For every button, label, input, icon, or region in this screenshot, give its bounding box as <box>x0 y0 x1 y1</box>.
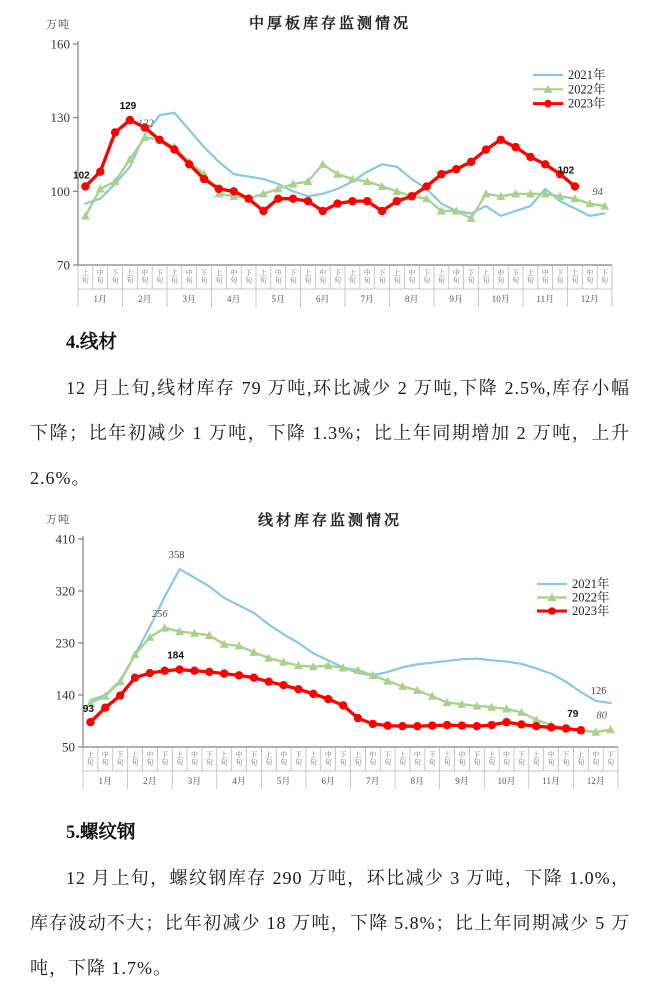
svg-text:93: 93 <box>82 704 94 716</box>
svg-text:中旬: 中旬 <box>503 751 511 767</box>
svg-text:9月: 9月 <box>449 294 464 304</box>
svg-text:下旬: 下旬 <box>556 269 564 285</box>
svg-text:102: 102 <box>557 165 575 177</box>
svg-text:100: 100 <box>50 183 70 199</box>
svg-text:下旬: 下旬 <box>339 751 347 767</box>
svg-text:下旬: 下旬 <box>294 751 302 767</box>
svg-text:下旬: 下旬 <box>562 751 570 767</box>
svg-text:12月: 12月 <box>580 294 599 304</box>
svg-text:下旬: 下旬 <box>161 751 169 767</box>
svg-text:中旬: 中旬 <box>592 751 600 767</box>
svg-text:122: 122 <box>137 118 154 130</box>
svg-text:上旬: 上旬 <box>348 269 356 285</box>
svg-text:2月: 2月 <box>143 776 157 786</box>
svg-text:230: 230 <box>55 635 75 651</box>
y-axis-unit-label: 万吨 <box>46 514 70 526</box>
svg-text:184: 184 <box>167 650 184 662</box>
section-paragraph-rebar: 12 月上旬，螺纹钢库存 290 万吨，环比减少 3 万吨，下降 1.0%，库存波动不大；比年初减少 18 万吨，下降 5.8%；比上年同期减少 5 万吨，下降 1.7%。 <box>30 868 630 978</box>
svg-text:102: 102 <box>73 170 90 182</box>
svg-text:中旬: 中旬 <box>452 269 460 285</box>
svg-text:358: 358 <box>168 550 185 562</box>
svg-text:中旬: 中旬 <box>274 269 282 285</box>
line-chart-wire-rod <box>0 501 660 796</box>
section-paragraph-wire-rod: 12 月上旬,线材库存 79 万吨,环比减少 2 万吨,下降 2.5%,库存小幅下降；比年初减少 1 万吨，下降 1.3%；比上年同期增加 2 万吨，上升 2.6%。 <box>30 378 630 488</box>
svg-text:中旬: 中旬 <box>235 751 243 767</box>
section-wire-rod <box>30 328 630 501</box>
svg-text:70: 70 <box>57 257 70 273</box>
svg-text:上旬: 上旬 <box>571 269 579 285</box>
svg-text:1月: 1月 <box>93 294 108 304</box>
svg-text:上旬: 上旬 <box>220 751 228 767</box>
svg-text:160: 160 <box>50 36 70 52</box>
svg-text:上旬: 上旬 <box>532 751 540 767</box>
svg-text:下旬: 下旬 <box>200 269 208 285</box>
svg-text:中旬: 中旬 <box>96 269 104 285</box>
svg-text:下旬: 下旬 <box>512 269 520 285</box>
svg-text:8月: 8月 <box>404 294 419 304</box>
svg-text:2021年: 2021年 <box>572 577 610 591</box>
svg-text:6月: 6月 <box>315 294 330 304</box>
svg-text:下旬: 下旬 <box>473 751 481 767</box>
svg-text:下旬: 下旬 <box>428 751 436 767</box>
svg-text:50: 50 <box>62 739 75 755</box>
svg-text:中旬: 中旬 <box>319 269 327 285</box>
svg-text:上旬: 上旬 <box>526 269 534 285</box>
svg-text:下旬: 下旬 <box>607 751 615 767</box>
svg-text:10月: 10月 <box>497 776 516 786</box>
svg-text:上旬: 上旬 <box>81 269 89 285</box>
svg-text:中旬: 中旬 <box>190 751 198 767</box>
svg-text:下旬: 下旬 <box>601 269 609 285</box>
svg-text:中旬: 中旬 <box>586 269 594 285</box>
svg-text:256: 256 <box>151 608 168 620</box>
svg-text:上旬: 上旬 <box>176 751 184 767</box>
chart-title-medium-plate: 中厚板库存监测情况 <box>248 16 411 32</box>
svg-text:8月: 8月 <box>410 776 425 786</box>
svg-text:下旬: 下旬 <box>245 269 253 285</box>
svg-text:中旬: 中旬 <box>458 751 466 767</box>
svg-text:中旬: 中旬 <box>541 269 549 285</box>
svg-text:下旬: 下旬 <box>205 751 213 767</box>
svg-text:3月: 3月 <box>187 776 202 786</box>
svg-text:中旬: 中旬 <box>146 751 154 767</box>
svg-text:140: 140 <box>55 687 75 703</box>
svg-text:410: 410 <box>55 531 75 547</box>
svg-text:7月: 7月 <box>366 776 380 786</box>
svg-text:中旬: 中旬 <box>324 751 332 767</box>
svg-text:上旬: 上旬 <box>309 751 317 767</box>
svg-text:上旬: 上旬 <box>577 751 585 767</box>
svg-text:上旬: 上旬 <box>170 269 178 285</box>
svg-text:下旬: 下旬 <box>517 751 525 767</box>
svg-text:94: 94 <box>592 187 603 199</box>
svg-text:下旬: 下旬 <box>250 751 258 767</box>
svg-text:下旬: 下旬 <box>116 751 124 767</box>
svg-text:中旬: 中旬 <box>369 751 377 767</box>
svg-text:中旬: 中旬 <box>280 751 288 767</box>
line-chart-medium-plate <box>0 0 660 312</box>
chart-block-medium-plate <box>0 0 660 312</box>
svg-text:129: 129 <box>119 101 137 113</box>
chart-title-wire-rod: 线材库存监测情况 <box>257 513 402 529</box>
svg-text:2022年: 2022年 <box>568 82 606 97</box>
svg-text:上旬: 上旬 <box>126 269 134 285</box>
svg-text:上旬: 上旬 <box>86 751 94 767</box>
svg-text:5月: 5月 <box>271 294 286 304</box>
svg-text:2022年: 2022年 <box>572 590 610 605</box>
svg-text:126: 126 <box>590 686 607 698</box>
svg-text:10月: 10月 <box>491 294 510 304</box>
svg-text:上旬: 上旬 <box>265 751 273 767</box>
svg-text:3月: 3月 <box>182 294 197 304</box>
svg-text:下旬: 下旬 <box>378 269 386 285</box>
svg-text:2月: 2月 <box>137 294 152 304</box>
svg-text:9月: 9月 <box>455 776 469 786</box>
svg-text:上旬: 上旬 <box>354 751 362 767</box>
chart-block-wire-rod <box>0 501 660 796</box>
svg-text:下旬: 下旬 <box>334 269 342 285</box>
svg-text:中旬: 中旬 <box>185 269 193 285</box>
svg-text:2021年: 2021年 <box>568 68 606 82</box>
svg-text:中旬: 中旬 <box>408 269 416 285</box>
svg-text:下旬: 下旬 <box>289 269 297 285</box>
svg-text:2023年: 2023年 <box>568 96 606 111</box>
svg-text:7月: 7月 <box>360 294 375 304</box>
svg-text:4月: 4月 <box>232 776 246 786</box>
svg-text:80: 80 <box>596 710 607 722</box>
svg-text:上旬: 上旬 <box>399 751 407 767</box>
svg-text:上旬: 上旬 <box>443 751 451 767</box>
svg-text:中旬: 中旬 <box>101 751 109 767</box>
svg-text:上旬: 上旬 <box>437 269 445 285</box>
svg-text:1月: 1月 <box>98 776 113 786</box>
svg-text:中旬: 中旬 <box>547 751 555 767</box>
svg-text:中旬: 中旬 <box>363 269 371 285</box>
svg-text:上旬: 上旬 <box>215 269 223 285</box>
svg-text:下旬: 下旬 <box>156 269 164 285</box>
svg-text:11月: 11月 <box>542 776 560 786</box>
svg-text:中旬: 中旬 <box>230 269 238 285</box>
svg-text:320: 320 <box>55 583 75 599</box>
svg-text:5月: 5月 <box>276 776 291 786</box>
svg-text:上旬: 上旬 <box>259 269 267 285</box>
svg-text:下旬: 下旬 <box>111 269 119 285</box>
svg-text:130: 130 <box>50 110 70 126</box>
svg-text:12月: 12月 <box>586 776 605 786</box>
svg-text:中旬: 中旬 <box>413 751 421 767</box>
svg-text:上旬: 上旬 <box>482 269 490 285</box>
svg-text:下旬: 下旬 <box>423 269 431 285</box>
section-heading-rebar: 5.螺纹钢 <box>66 823 136 843</box>
svg-text:11月: 11月 <box>536 294 555 304</box>
svg-text:2023年: 2023年 <box>572 604 610 618</box>
section-heading-wire-rod: 4.线材 <box>66 333 117 353</box>
svg-text:6月: 6月 <box>321 776 335 786</box>
svg-text:中旬: 中旬 <box>141 269 149 285</box>
svg-text:下旬: 下旬 <box>467 269 475 285</box>
svg-text:上旬: 上旬 <box>393 269 401 285</box>
svg-text:79: 79 <box>567 709 579 721</box>
section-rebar <box>30 818 630 991</box>
svg-text:上旬: 上旬 <box>131 751 139 767</box>
svg-text:上旬: 上旬 <box>304 269 312 285</box>
svg-text:上旬: 上旬 <box>488 751 496 767</box>
svg-text:4月: 4月 <box>226 294 241 304</box>
y-axis-unit-label: 万吨 <box>46 19 70 31</box>
svg-text:中旬: 中旬 <box>497 269 505 285</box>
svg-text:下旬: 下旬 <box>384 751 392 767</box>
